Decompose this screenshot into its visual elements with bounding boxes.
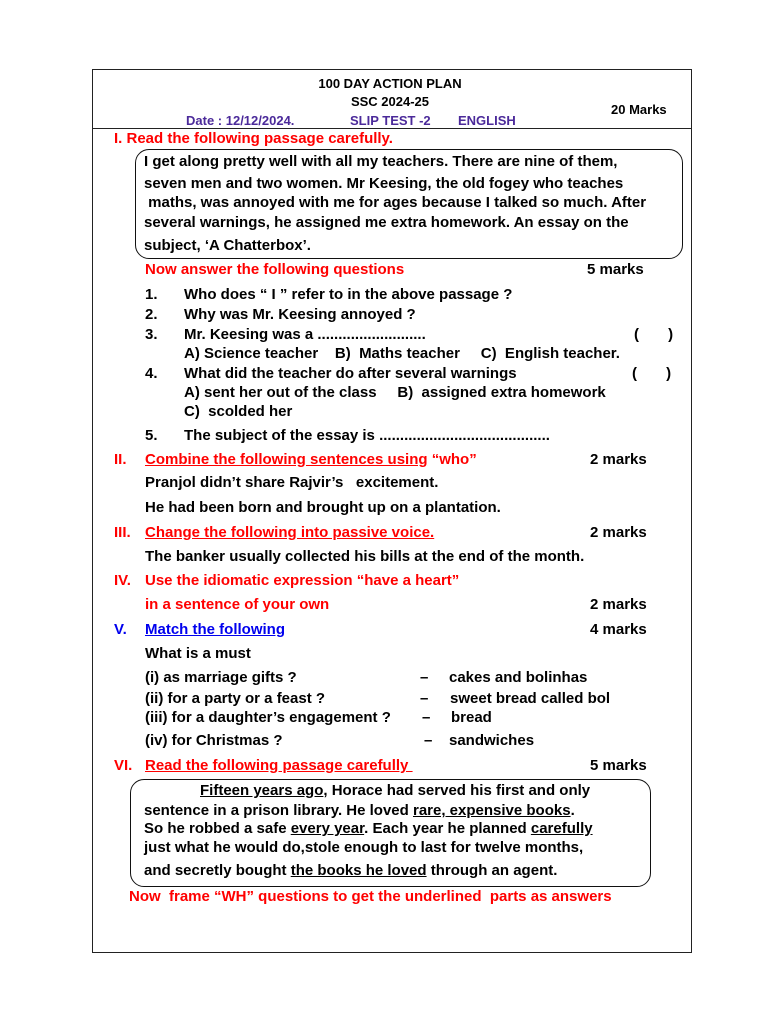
question-number: 5. bbox=[145, 427, 158, 444]
exam-date: Date : 12/12/2024. bbox=[186, 113, 295, 128]
passage2-underlined: carefully bbox=[530, 820, 593, 837]
passage2-text: , Horace had served his first and only bbox=[323, 782, 591, 799]
passage1-line: I get along pretty well with all my teachers. There are nine of them, bbox=[144, 153, 618, 170]
section2-number: II. bbox=[114, 451, 127, 468]
match-left: (i) as marriage gifts ? bbox=[145, 669, 297, 686]
match-right: sweet bread called bol bbox=[450, 690, 611, 707]
section2-keyword: “who” bbox=[427, 451, 477, 468]
question-text: What did the teacher do after several warnings bbox=[184, 365, 517, 382]
passage2-text: sentence in a prison library. He loved bbox=[144, 802, 413, 819]
section6-heading: Read the following passage carefully bbox=[145, 757, 413, 774]
passage2-line bbox=[144, 820, 593, 838]
section2-heading-text: Combine the following sentences using bbox=[145, 451, 428, 468]
section6-number: VI. bbox=[114, 757, 133, 774]
section5-number: V. bbox=[114, 621, 127, 638]
passage2-line bbox=[200, 782, 590, 800]
passage1-line: several warnings, he assigned me extra homework. An essay on the bbox=[144, 214, 629, 231]
passage2-underlined: every year bbox=[290, 820, 365, 837]
section1-marks: 5 marks bbox=[587, 261, 644, 278]
question-number: 1. bbox=[145, 286, 158, 303]
section1-heading: I. Read the following passage carefully. bbox=[114, 130, 393, 147]
question-text: Who does “ I ” refer to in the above passage ? bbox=[184, 286, 513, 303]
section2-marks: 2 marks bbox=[590, 451, 647, 468]
passage1-line: seven men and two women. Mr Keesing, the old fogey who teaches bbox=[144, 175, 624, 192]
match-right: bread bbox=[451, 709, 492, 726]
section5-marks: 4 marks bbox=[590, 621, 647, 638]
passage2-text: . bbox=[570, 802, 575, 819]
total-marks: 20 Marks bbox=[611, 102, 667, 117]
section3-sentence: The banker usually collected his bills at the end of the month. bbox=[145, 548, 585, 565]
passage2-underlined: Fifteen years ago bbox=[200, 782, 324, 799]
passage1-line: subject, ‘A Chatterbox’. bbox=[144, 237, 311, 254]
match-dash: – bbox=[420, 669, 429, 686]
match-dash: – bbox=[424, 732, 433, 749]
passage2-text: . Each year he planned bbox=[364, 820, 531, 837]
question-options: C) scolded her bbox=[184, 403, 293, 420]
section2-heading bbox=[145, 451, 477, 469]
question-number: 4. bbox=[145, 365, 158, 382]
match-left: (ii) for a party or a feast ? bbox=[145, 690, 326, 707]
section3-number: III. bbox=[114, 524, 131, 541]
passage1-line: maths, was annoyed with me for ages because I talked so much. After bbox=[144, 194, 647, 211]
section2-sentence1: Pranjol didn’t share Rajvir’s excitement. bbox=[145, 474, 439, 491]
match-dash: – bbox=[420, 690, 429, 707]
passage2-line: just what he would do,stole enough to last for twelve months, bbox=[144, 839, 584, 856]
question-options: A) Science teacher B) Maths teacher C) English teacher. bbox=[184, 345, 620, 362]
section1-instruction: Now answer the following questions bbox=[145, 261, 405, 278]
section2-sentence2: He had been born and brought up on a plantation. bbox=[145, 499, 501, 516]
match-left: (iv) for Christmas ? bbox=[145, 732, 283, 749]
section4-heading-cont: in a sentence of your own bbox=[145, 596, 330, 613]
question-text: Mr. Keesing was a .......................... bbox=[184, 326, 426, 343]
match-right: cakes and bolinhas bbox=[449, 669, 588, 686]
passage2-underlined: rare, expensive books bbox=[412, 802, 571, 819]
match-right: sandwiches bbox=[449, 732, 535, 749]
question-options: A) sent her out of the class B) assigned extra homework bbox=[184, 384, 606, 401]
exam-name: SSC 2024-25 bbox=[350, 94, 430, 109]
section3-heading: Change the following into passive voice. bbox=[145, 524, 435, 541]
subject-name: ENGLISH bbox=[458, 113, 516, 128]
match-left: (iii) for a daughter’s engagement ? bbox=[145, 709, 391, 726]
question-text: The subject of the essay is ......................................... bbox=[184, 427, 550, 444]
passage2-text: and secretly bought bbox=[144, 862, 291, 879]
passage2-text: through an agent. bbox=[426, 862, 558, 879]
test-name: SLIP TEST -2 bbox=[350, 113, 431, 128]
section5-prompt: What is a must bbox=[145, 645, 251, 662]
section4-heading: Use the idiomatic expression “have a heart” bbox=[145, 572, 460, 589]
answer-bracket: ( ) bbox=[632, 365, 672, 382]
match-dash: – bbox=[422, 709, 431, 726]
passage2-underlined: the books he loved bbox=[290, 862, 427, 879]
passage2-line bbox=[144, 862, 557, 880]
section4-marks: 2 marks bbox=[590, 596, 647, 613]
question-number: 3. bbox=[145, 326, 158, 343]
section3-marks: 2 marks bbox=[590, 524, 647, 541]
section6-instruction: Now frame “WH” questions to get the underlined parts as answers bbox=[129, 888, 612, 905]
section5-heading: Match the following bbox=[145, 621, 285, 638]
answer-bracket: ( ) bbox=[634, 326, 674, 343]
plan-title: 100 DAY ACTION PLAN bbox=[318, 76, 462, 91]
section6-marks: 5 marks bbox=[590, 757, 647, 774]
section4-number: IV. bbox=[114, 572, 131, 589]
passage2-line bbox=[144, 802, 575, 820]
question-number: 2. bbox=[145, 306, 158, 323]
passage2-text: So he robbed a safe bbox=[144, 820, 291, 837]
question-text: Why was Mr. Keesing annoyed ? bbox=[184, 306, 416, 323]
